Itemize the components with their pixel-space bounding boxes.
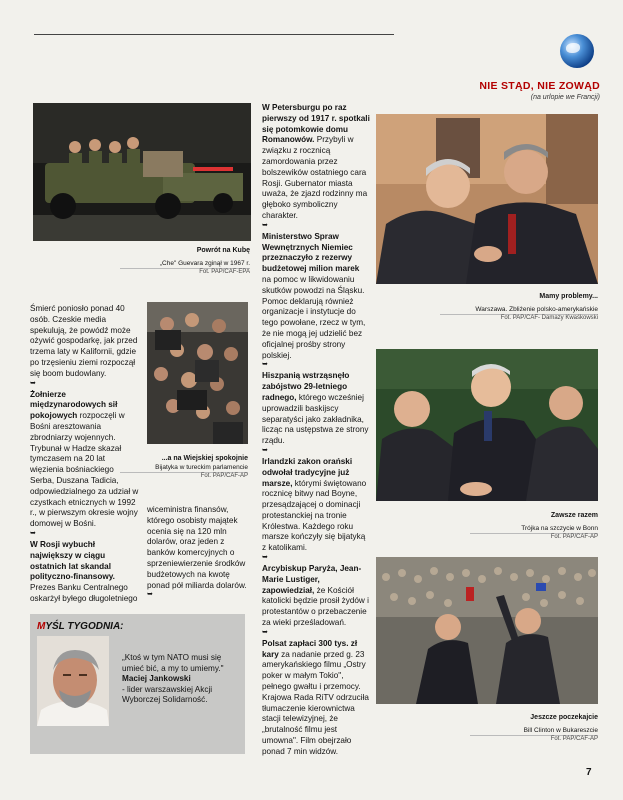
separator-icon: ➥	[262, 361, 268, 369]
page-number: 7	[586, 767, 592, 778]
thought-of-week-title: MYŚL TYGODNIA:	[37, 621, 124, 632]
thought-author: Maciej Jankowski	[122, 674, 191, 684]
separator-icon: ➥	[30, 529, 36, 537]
article-paragraph	[262, 232, 370, 362]
caption-desc-sejm: Bijatyka w tureckim parlamencie	[155, 464, 248, 471]
article-body: którymi świętowano rocznicę bitwy nad Boyne, przesądzającej o dominacji protestanckiej na tronie Królestwa. Każdego roku marsze kończyły się bijatyką z katolikami.	[262, 478, 367, 553]
caption-credit-poczekajcie: Fot. PAP/CAF-AP	[550, 736, 598, 742]
photo-clinton-kwasniewski	[376, 114, 598, 284]
separator-icon: ➥	[147, 591, 153, 599]
caption-credit-problemy: Fot. PAP/CAF- Damazy Kwaśkowski	[500, 315, 598, 321]
article-paragraph	[30, 540, 140, 605]
article-body: Przybyli w związku z rocznicą zamordowania przez bolszewików ostatniego cara Rosji. Gubernator miasta uważa, że zjazd rodzinny ma głęboko symboliczny charakter.	[262, 135, 368, 220]
article-body: którego wcześniej uprowadzili baskijscy separatyści jako zakładnika, licząc na ustępstwa ze strony rządu.	[262, 392, 369, 446]
thought-quote: „Ktoś w tym NATO musi się umieć bić, a my to umiemy."	[122, 653, 224, 673]
article-body: Prezes Banku Centralnego oskarżył byłego długoletniego	[30, 583, 138, 603]
caption-title-problemy: Mamy problemy...	[539, 293, 598, 300]
article-paragraph	[262, 103, 370, 222]
article-lead: Ministerstwo Spraw Wewnętrznych Niemiec przeznaczyło z rezerwy budżetowej milion marek	[262, 231, 360, 274]
caption-credit-razem: Fot. PAP/CAF-AP	[550, 534, 598, 540]
photo-clinton-bucharest	[376, 557, 598, 704]
article-paragraph	[262, 371, 370, 447]
caption-desc-razem: Trójka na szczycie w Bonn	[521, 525, 598, 532]
globe-icon	[560, 34, 594, 68]
caption-credit-kuba: Fot. PAP/CAF-EPA	[199, 269, 250, 275]
article-paragraph	[262, 639, 370, 758]
section-title: NIE STĄD, NIE ZOWĄD	[479, 80, 600, 92]
article-body: rozpoczęli w Bośni aresztowania zbrodniarzy wojennych. Trybunał w Hadze skazał tymczasem na 20 lat więzienia bośniackiego Serba, Duszana Tadicia, odpowiedzialnego za udział w czystkach etnicznych w 1992 r., w pierwszym okresie wojny domowej w Bośni.	[30, 411, 139, 529]
article-lead: Żołnierze międzynarodowych sił pokojowych	[30, 389, 118, 421]
right-column-text	[262, 103, 370, 758]
article-paragraph: Śmierć poniosło ponad 40 osób. Czeskie media spekulują, że powódź może ożywić gospodarkę, jak przed trzema laty w Kalifornii, gdzie po trzęsieniu ziemi rozpoczął się boom budowlany.	[30, 304, 138, 378]
caption-title-sejm: ...a na Wiejskiej spokojnie	[161, 455, 248, 462]
caption-title-kuba: Powrót na Kubę	[196, 247, 250, 254]
portrait-photo	[37, 636, 109, 726]
caption-credit-sejm: Fot. PAP/CAF-AP	[200, 473, 248, 479]
separator-icon: ➥	[30, 379, 36, 387]
article-body: że Kościół katolicki będzie prosił żydów i protestantów o przebaczenie za wieki prześladowań.	[262, 585, 369, 628]
article-lead: Irlandzki zakon orański odwołał tradycyjne już marsze,	[262, 456, 353, 488]
photo-kuba-jeep	[33, 103, 251, 241]
thought-quote-block	[122, 653, 242, 706]
middle-column-text	[147, 505, 247, 601]
article-paragraph	[262, 564, 370, 629]
article-body: na pomoc w likwidowaniu skutków powodzi na Śląsku. Pomoc deklarują również organizacje i instytucje do tego powołane, rzecz w tym, że nie mogą jej udzielić bez oficjalnej prośby strony polskiej.	[262, 274, 366, 360]
article-body: za nadanie przed g. 23 amerykańskiego filmu „Ostry poker w małym Tokio", pełnego gwałtu i przemocy. Krajowa Rada RiTV odrzuciła tłumaczenie kierownictwa stacji telewizyjnej, że „brutalność filmu jest umowna". Film obejrzało ponad 7 min widzów.	[262, 649, 369, 756]
top-rule	[34, 34, 394, 35]
caption-desc-kuba: „Che" Guevara zginął w 1967 r.	[159, 260, 250, 267]
article-lead: Polsat zapłaci 300 tys. zł kary	[262, 638, 358, 659]
left-column-text	[30, 304, 140, 605]
caption-title-razem: Zawsze razem	[550, 512, 598, 519]
article-lead: Hiszpanią wstrząsnęło zabójstwo 29-letniego radnego,	[262, 371, 350, 402]
caption-desc-problemy: Warszawa. Zbliżenie polsko-amerykańskie	[475, 306, 598, 313]
article-lead: W Rosji wybuchł największy w ciągu ostatnich lat skandal polityczno-finansowy.	[30, 539, 115, 582]
article-paragraph	[262, 457, 370, 554]
thought-author-role: - lider warszawskiej Akcji Wyborczej Solidarność.	[122, 684, 213, 705]
separator-icon: ➥	[262, 628, 268, 636]
photo-bonn-summit	[376, 349, 598, 501]
article-paragraph: wiceministra finansów, którego osobisty majątek ocenia się na 120 mln dolarów, oraz jeden z banków komercyjnych o sprzeniewierzenie środków budżetowych na kwotę ponad pół miliarda dolarów.	[147, 505, 247, 590]
caption-desc-poczekajcie: Bill Clinton w Bukareszcie	[523, 727, 598, 734]
separator-icon: ➥	[262, 221, 268, 229]
section-subtitle: (na urlopie we Francji)	[530, 94, 600, 101]
separator-icon: ➥	[262, 554, 268, 562]
article-paragraph	[30, 390, 140, 530]
separator-icon: ➥	[262, 446, 268, 454]
article-lead: W Petersburgu po raz pierwszy od 1917 r. spotkali się potomkowie domu Romanowów.	[262, 103, 370, 145]
caption-title-poczekajcie: Jeszcze poczekajcie	[530, 714, 598, 721]
photo-parliament-brawl	[147, 302, 248, 444]
article-lead: Arcybiskup Paryża, Jean-Marie Lustiger, zapowiedział,	[262, 564, 362, 595]
